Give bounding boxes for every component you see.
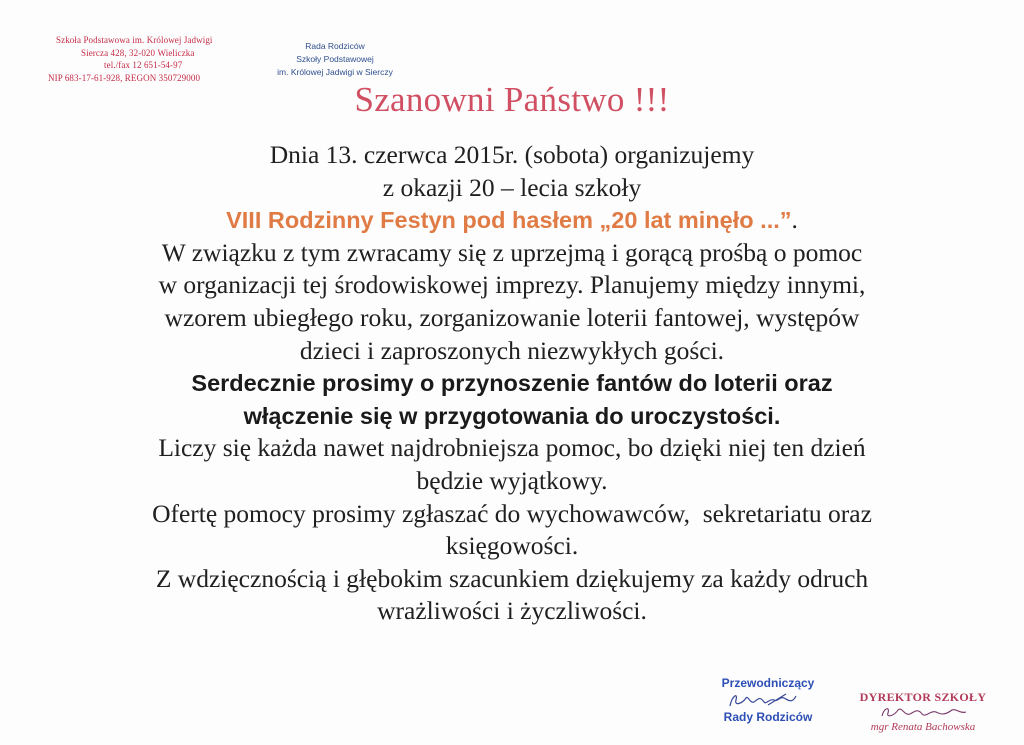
director-signature-name: mgr Renata Bachowska — [870, 721, 976, 733]
council-signature-role: Przewodniczący — [721, 676, 815, 690]
body-line: Ofertę pomocy prosimy zgłaszać do wychowawców, sekretariatu oraz — [152, 498, 872, 528]
body-line: dzieci i zaproszonych niezwykłych gości. — [299, 335, 725, 365]
council-stamp-line3: im. Królowej Jadwigi w Sierczy — [277, 67, 393, 77]
body-line: w organizacji tej środowiskowej imprezy. Planujemy między innymi, — [158, 270, 866, 300]
school-stamp-ids: NIP 683-17-61-928, REGON 350729000 — [48, 72, 201, 83]
body-line: wzorem ubiegłego roku, zorganizowanie loterii fantowej, występów — [164, 302, 860, 332]
festyn-period: . — [791, 205, 798, 235]
handwritten-signature-director — [848, 704, 998, 720]
bold-request-line: Serdecznie prosimy o przynoszenie fantów do loterii oraz — [191, 370, 833, 397]
council-stamp-line2: Szkoły Podstawowej — [296, 54, 374, 64]
school-stamp-name: Szkoła Podstawowa im. Królowej Jadwigi — [56, 35, 213, 45]
director-signature-role: DYREKTOR SZKOŁY — [859, 690, 987, 704]
council-signature — [708, 676, 828, 724]
letter-title: Szanowni Państwo !!! — [354, 80, 670, 119]
body-line: będzie wyjątkowy. — [416, 465, 608, 495]
body-line: Z wdzięcznością i głębokim szacunkiem dziękujemy za każdy odruch — [155, 563, 869, 593]
handwritten-signature-council — [708, 690, 828, 710]
school-stamp — [48, 34, 233, 84]
body-line: Liczy się każda nawet najdrobniejsza pomoc, bo dzięki niej ten dzień — [158, 433, 866, 463]
council-stamp-line1: Rada Rodziców — [305, 41, 365, 51]
director-signature — [848, 690, 998, 734]
bold-request-line: włączenie się w przygotowania do uroczystości. — [243, 402, 781, 429]
school-stamp-address: Sierczа 428, 32-020 Wieliczka — [81, 47, 195, 58]
body-line: W związku z tym zwracamy się z uprzejmą i gorącą prośbą o pomoc — [161, 237, 863, 267]
body-line: wrażliwości i życzliwości. — [377, 596, 647, 626]
body-line: Dnia 13. czerwca 2015r. (sobota) organizujemy — [269, 140, 755, 169]
school-stamp-phone: tel./fax 12 651-54-97 — [104, 60, 183, 71]
body-line: z okazji 20 – lecia szkoły — [382, 172, 642, 202]
council-signature-org: Rady Rodziców — [723, 710, 813, 724]
body-line: księgowości. — [445, 531, 579, 561]
council-stamp — [260, 40, 410, 79]
letter-body — [30, 139, 994, 628]
festyn-title: VIII Rodzinny Festyn pod hasłem „20 lat minęło ...” — [226, 207, 792, 234]
festyn-line — [30, 204, 994, 237]
